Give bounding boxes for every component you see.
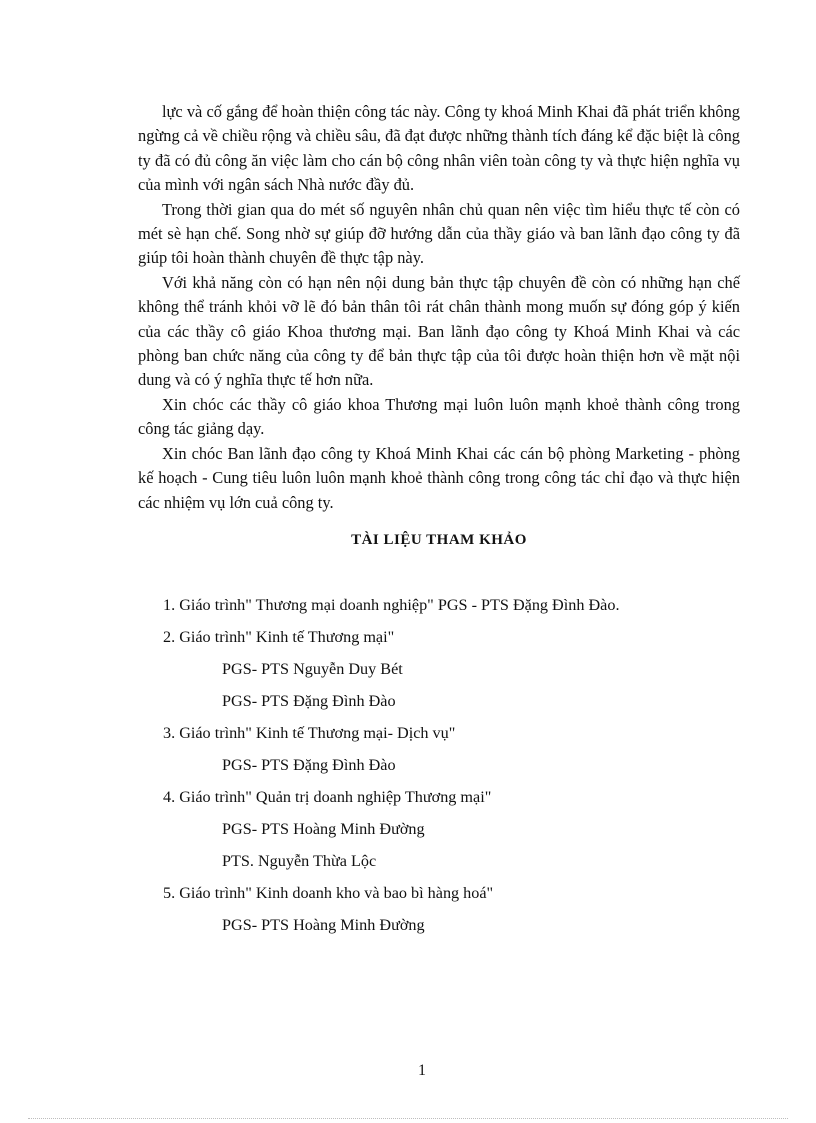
reference-item: 5. Giáo trình" Kinh doanh kho và bao bì hàng hoá" [163,884,494,902]
reference-author: PTS. Nguyễn Thừa Lộc [222,852,377,870]
paragraph-thanks-company: Xin chóc Ban lãnh đạo công ty Khoá Minh Khai các cán bộ phòng Marketing - phòng kế hoạch - Cung tiêu luôn luôn mạnh khoẻ thành công trong công tác chỉ đạo và thực hiện các nhiệm vụ lớn cuả công ty. [138,443,740,512]
reference-author: PGS- PTS Hoàng Minh Đường [222,916,425,934]
reference-author: PGS- PTS Nguyễn Duy Bét [222,660,403,678]
reference-item: 4. Giáo trình" Quản trị doanh nghiệp Thương mại" [163,788,492,806]
body-text [138,100,740,515]
reference-author: PGS- PTS Hoàng Minh Đường [222,820,425,838]
reference-author: PGS- PTS Đặng Đình Đào [222,692,396,710]
page-number: 1 [418,1062,426,1079]
reference-item: 2. Giáo trình" Kinh tế Thương mại" [163,628,395,646]
paragraph-feedback-request: Với khả năng còn có hạn nên nội dung bản thực tập chuyên đề còn có những hạn chế không thể tránh khỏi vỡ lẽ đó bản thân tôi rát chân thành mong muốn sự đóng góp ý kiến của các thầy cô giáo Khoa thương mại. Ban lãnh đạo công ty Khoá Minh Khai và các phòng ban chức năng của công ty để bản thực tập của tôi được hoàn thiện hơn về mặt nội dung và có ý nghĩa thực tế hơn nữa. [138,272,740,390]
reference-item: 1. Giáo trình" Thương mại doanh nghiệp" PGS - PTS Đặng Đình Đào. [163,596,620,614]
references-heading: TÀI LIỆU THAM KHẢO [351,532,527,548]
paragraph-limitations: Trong thời gian qua do mét số nguyên nhân chủ quan nên việc tìm hiểu thực tế còn có mét sè hạn chế. Song nhờ sự giúp đỡ hướng dẫn của thầy giáo và ban lãnh đạo công ty đã giúp tôi hoàn thành chuyên đề thực tập này. [138,199,740,268]
paragraph-thanks-teachers: Xin chóc các thầy cô giáo khoa Thương mại luôn luôn mạnh khoẻ thành công trong công tác giảng dạy. [138,394,740,439]
footer-divider [28,1118,788,1119]
paragraph-conclusion: lực và cố gắng để hoàn thiện công tác này. Công ty khoá Minh Khai đã phát triển không ngừng cả về chiều rộng và chiều sâu, đã đạt được những thành tích đáng kể đặc biệt là công ty đã có đủ công ăn việc làm cho cán bộ công nhân viên toàn công ty và thực hiện nghĩa vụ của mình với ngân sách Nhà nước đầy đủ. [138,102,740,195]
reference-item: 3. Giáo trình" Kinh tế Thương mại- Dịch vụ" [163,724,456,742]
reference-author: PGS- PTS Đặng Đình Đào [222,756,396,774]
reference-list [163,594,763,946]
